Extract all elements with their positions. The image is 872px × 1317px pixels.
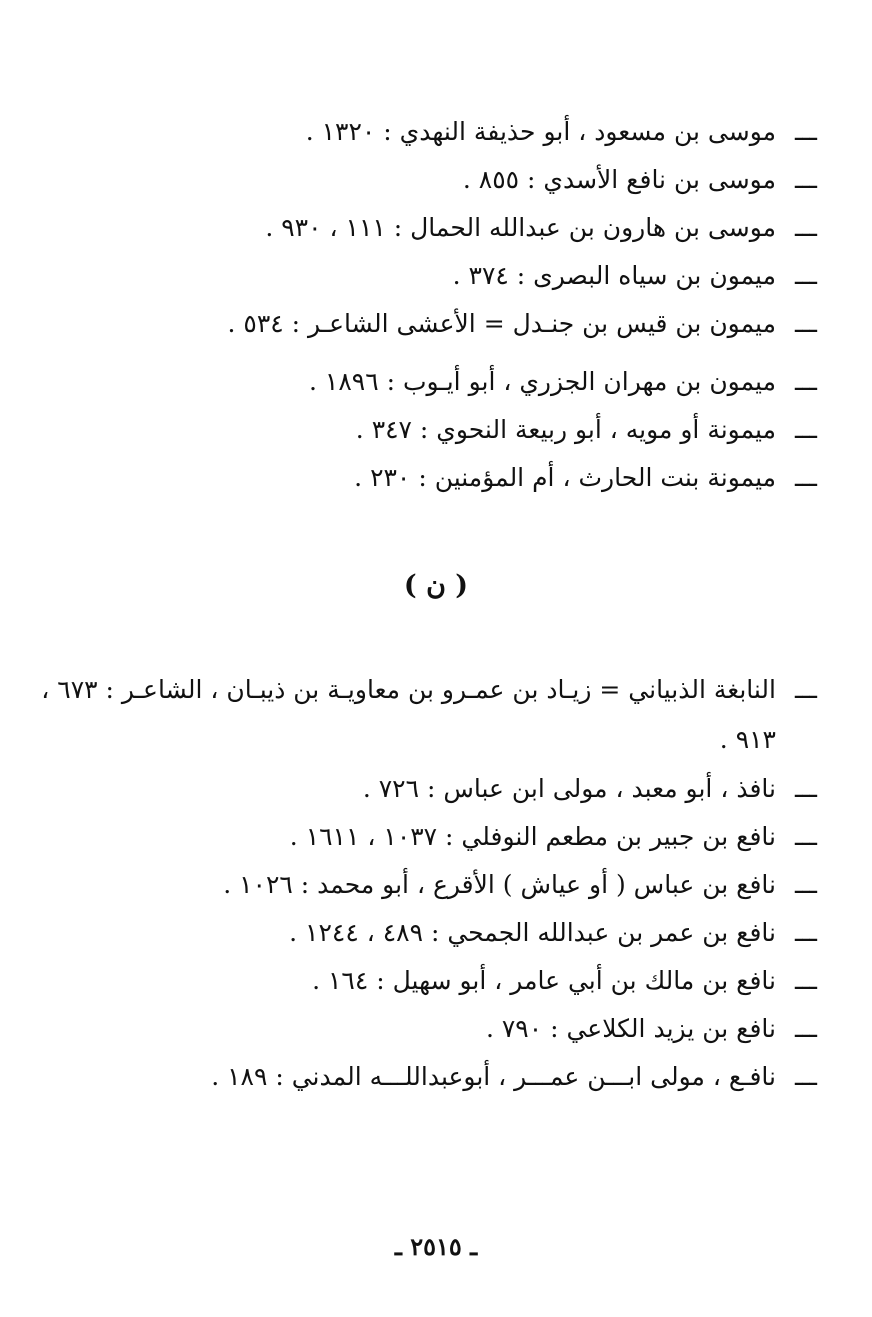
section-noon-entries [40, 665, 820, 1101]
entry-gap [40, 348, 820, 358]
index-entry [40, 813, 820, 861]
index-entry [40, 406, 820, 454]
entry-dash: ـــ [795, 918, 817, 947]
entry-text: موسى بن هارون بن عبدالله الحمال : ١١١ ، ٩٣٠ . [265, 213, 776, 242]
entry-text: ميمون بن مهران الجزري ، أبو أيـوب : ١٨٩٦ . [309, 367, 776, 396]
entry-text: نافذ ، أبو معبد ، مولى ابن عباس : ٧٢٦ . [362, 774, 776, 803]
entry-dash: ـــ [795, 966, 817, 995]
section-heading-noon: ( ن ) [403, 570, 469, 601]
entry-text: النابغة الذبياني = زيـاد بن عمـرو بن معاويـة بن ذيبـان ، الشاعـر : ٦٧٣ ، ٩١٣ . [41, 675, 776, 754]
entry-text: ميمون بن قيس بن جنـدل = الأعشى الشاعـر : ٥٣٤ . [227, 309, 776, 338]
index-entry [40, 252, 820, 300]
index-entry [40, 1053, 820, 1101]
index-entry [40, 765, 820, 813]
entry-dash: ـــ [795, 367, 817, 396]
index-entry [40, 108, 820, 156]
entry-text: نافع بن مالك بن أبي عامر ، أبو سهيل : ١٦٤ . [312, 966, 776, 995]
entry-dash: ـــ [795, 1062, 817, 1091]
entry-dash: ـــ [795, 463, 817, 492]
entry-text: ميمونة أو مويه ، أبو ربيعة النحوي : ٣٤٧ . [355, 415, 776, 444]
entry-dash: ـــ [795, 415, 817, 444]
entry-text: نافـع ، مولى ابـــن عمـــر ، أبوعبداللـــه المدني : ١٨٩ . [211, 1062, 776, 1091]
entry-dash: ـــ [795, 822, 817, 851]
entry-text: نافع بن يزيد الكلاعي : ٧٩٠ . [485, 1014, 776, 1043]
index-entry [40, 300, 820, 348]
entry-text: ميمون بن سياه البصرى : ٣٧٤ . [452, 261, 776, 290]
entry-text: موسى بن نافع الأسدي : ٨٥٥ . [462, 165, 776, 194]
entry-dash: ـــ [795, 675, 817, 704]
entry-dash: ـــ [795, 261, 817, 290]
entry-dash: ـــ [795, 213, 817, 242]
entry-dash: ـــ [795, 117, 817, 146]
index-entry [40, 861, 820, 909]
entry-dash: ـــ [795, 870, 817, 899]
entry-text: نافع بن جبير بن مطعم النوفلي : ١٠٣٧ ، ١٦١١ . [289, 822, 776, 851]
entry-text: ميمونة بنت الحارث ، أم المؤمنين : ٢٣٠ . [354, 463, 776, 492]
index-entry [40, 204, 820, 252]
page-number: ـ ٢٥١٥ ـ [394, 1232, 478, 1261]
index-entry [40, 1005, 820, 1053]
entry-dash: ـــ [795, 309, 817, 338]
index-entry [40, 358, 820, 406]
entry-text: نافع بن عباس ( أو عياش ) الأقرع ، أبو محمد : ١٠٢٦ . [223, 870, 776, 899]
section-meem-entries [40, 108, 820, 502]
entry-dash: ـــ [795, 165, 817, 194]
index-entry [40, 454, 820, 502]
entry-text: موسى بن مسعود ، أبو حذيفة النهدي : ١٣٢٠ . [305, 117, 776, 146]
entry-dash: ـــ [795, 774, 817, 803]
index-entry [40, 665, 820, 765]
entry-dash: ـــ [795, 1014, 817, 1043]
index-entry [40, 156, 820, 204]
entry-text: نافع بن عمر بن عبدالله الجمحي : ٤٨٩ ، ١٢٤٤ . [289, 918, 776, 947]
index-entry [40, 957, 820, 1005]
index-entry [40, 909, 820, 957]
